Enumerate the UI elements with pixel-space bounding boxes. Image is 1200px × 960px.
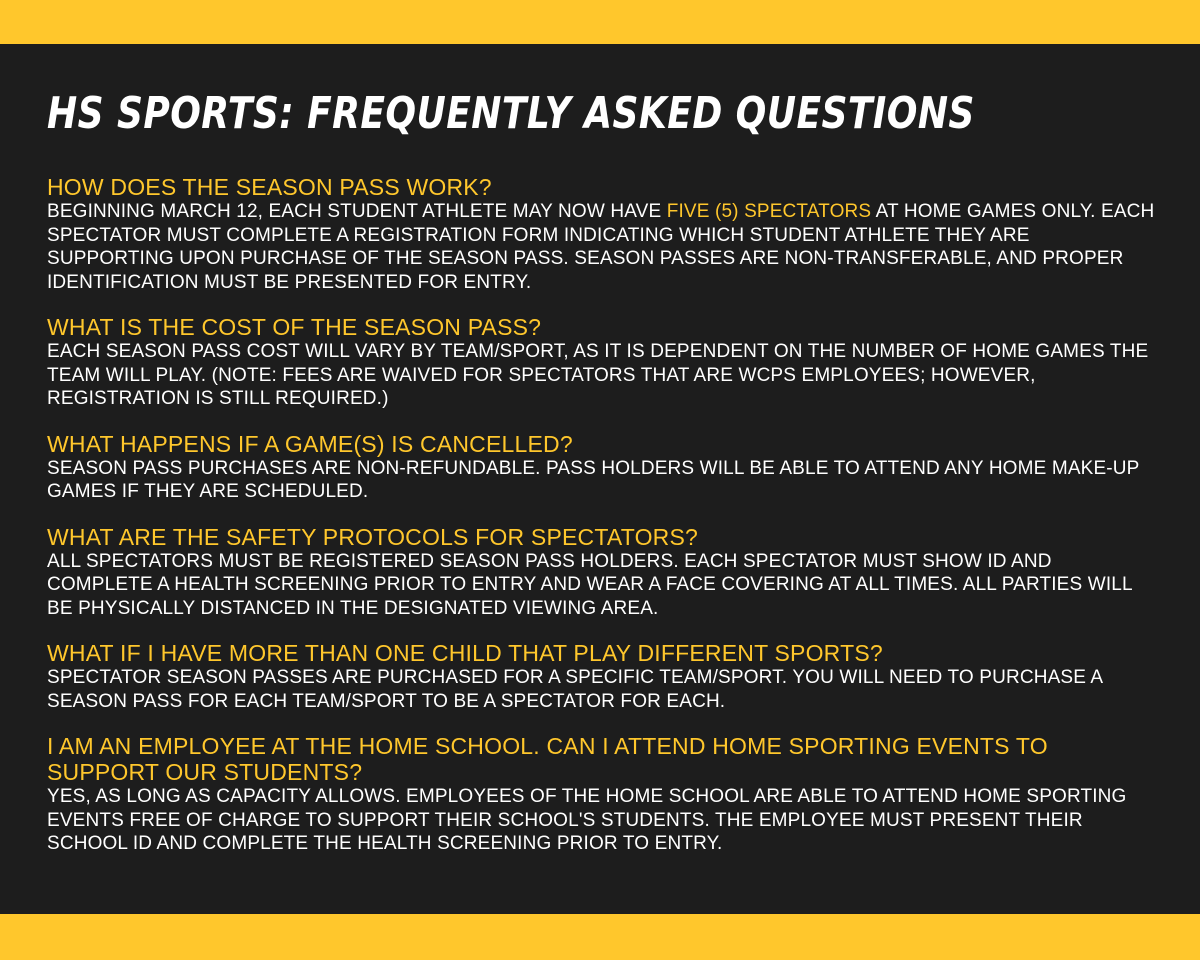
faq-question: HOW DOES THE SEASON PASS WORK? xyxy=(47,174,492,200)
faq-item-multiple-children xyxy=(47,640,1157,713)
faq-item-cost xyxy=(47,314,1157,411)
faq-item-employee xyxy=(47,733,1157,856)
faq-item-safety xyxy=(47,524,1157,621)
faq-content xyxy=(47,88,1157,876)
faq-question: WHAT ARE THE SAFETY PROTOCOLS FOR SPECTATORS? xyxy=(47,523,699,550)
faq-item-cancelled xyxy=(47,431,1157,504)
bottom-accent-band xyxy=(0,914,1200,960)
faq-item-season-pass xyxy=(47,174,1157,294)
faq-answer: SPECTATOR SEASON PASSES ARE PURCHASED FOR A SPECIFIC TEAM/SPORT. YOU WILL NEED TO PURCHASE A SEASON PASS FOR EACH TEAM/SPORT TO BE A SPECTATOR FOR EACH. xyxy=(47,667,1103,712)
faq-answer: YES, AS LONG AS CAPACITY ALLOWS. EMPLOYEES OF THE HOME SCHOOL ARE ABLE TO ATTEND HOME SPORTING EVENTS FREE OF CHARGE TO SUPPORT THEIR SCHOOL'S STUDENTS. THE EMPLOYEE MUST PRESENT THEIR SCHOOL ID AND COMPLETE THE HEALTH SCREENING PRIOR TO ENTRY. xyxy=(47,786,1127,854)
faq-answer: ALL SPECTATORS MUST BE REGISTERED SEASON PASS HOLDERS. EACH SPECTATOR MUST SHOW ID AND COMPLETE A HEALTH SCREENING PRIOR TO ENTRY AND WEAR A FACE COVERING AT ALL TIMES. ALL PARTIES WILL BE PHYSICALLY DISTANCED IN THE DESIGNATED VIEWING AREA. xyxy=(47,550,1132,619)
page-title: HS SPORTS: FREQUENTLY ASKED QUESTIONS xyxy=(47,88,975,139)
faq-answer: EACH SEASON PASS COST WILL VARY BY TEAM/SPORT, AS IT IS DEPENDENT ON THE NUMBER OF HOME GAMES THE TEAM WILL PLAY. (NOTE: FEES ARE WAIVED FOR SPECTATORS THAT ARE WCPS EMPLOYEES; HOWEVER, REGISTRATION IS STILL REQUIRED.) xyxy=(47,341,1149,409)
top-accent-band xyxy=(0,0,1200,44)
faq-answer xyxy=(47,200,1157,294)
faq-question: WHAT IS THE COST OF THE SEASON PASS? xyxy=(47,314,542,340)
faq-answer: SEASON PASS PURCHASES ARE NON-REFUNDABLE. PASS HOLDERS WILL BE ABLE TO ATTEND ANY HOME MAKE-UP GAMES IF THEY ARE SCHEDULED. xyxy=(47,457,1140,502)
faq-question: WHAT HAPPENS IF A GAME(S) IS CANCELLED? xyxy=(47,430,573,457)
faq-answer-text: AT HOME GAMES ONLY. EACH SPECTATOR MUST COMPLETE A REGISTRATION FORM INDICATING WHICH STUDENT ATHLETE THEY ARE SUPPORTING UPON PURCHASE OF THE SEASON PASS. SEASON PASSES ARE NON-TRANSFERABLE, AND PROPER IDENTIFICATION MUST BE PRESENTED FOR ENTRY. xyxy=(47,201,1155,293)
faq-question: I AM AN EMPLOYEE AT THE HOME SCHOOL. CAN I ATTEND HOME SPORTING EVENTS TO SUPPORT OUR STUDENTS? xyxy=(47,733,1048,785)
faq-answer-text: BEGINNING MARCH 12, EACH STUDENT ATHLETE MAY NOW HAVE xyxy=(47,201,667,222)
highlight-spectator-count: FIVE (5) SPECTATORS xyxy=(666,201,872,222)
faq-question: WHAT IF I HAVE MORE THAN ONE CHILD THAT PLAY DIFFERENT SPORTS? xyxy=(47,640,883,666)
